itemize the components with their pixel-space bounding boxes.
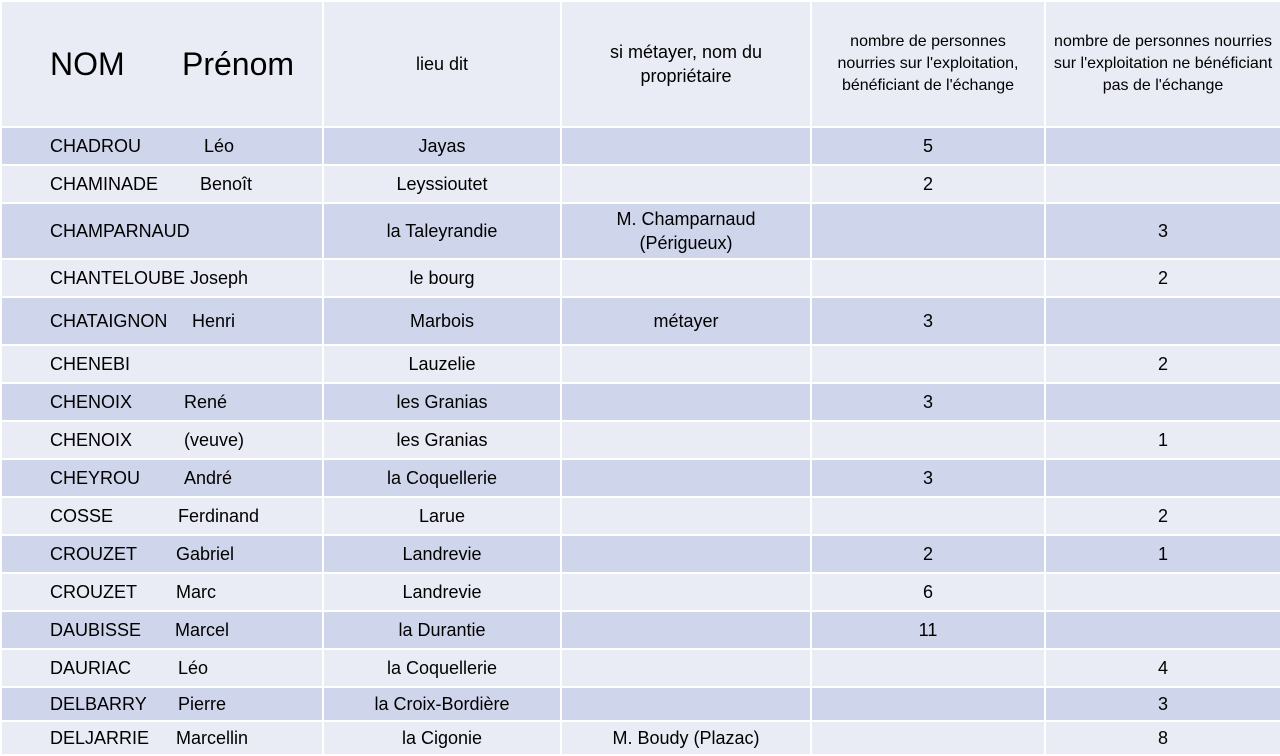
cell-lieu-dit: Jayas xyxy=(323,127,561,165)
cell-nom: CHADROU xyxy=(50,136,142,156)
cell-name xyxy=(1,203,323,259)
cell-non-beneficiant xyxy=(1045,573,1280,611)
cell-proprietaire xyxy=(561,573,811,611)
cell-proprietaire xyxy=(561,127,811,165)
cell-prenom: Léo xyxy=(204,136,235,156)
table-row xyxy=(1,649,1280,687)
cell-prenom: Joseph xyxy=(190,268,249,288)
table-row xyxy=(1,203,1280,259)
table-row xyxy=(1,687,1280,721)
cell-lieu-dit: Landrevie xyxy=(323,535,561,573)
cell-lieu-dit: Larue xyxy=(323,497,561,535)
cell-proprietaire xyxy=(561,345,811,383)
cell-name xyxy=(1,259,323,297)
table-row xyxy=(1,421,1280,459)
cell-name xyxy=(1,535,323,573)
cell-proprietaire xyxy=(561,383,811,421)
table-row xyxy=(1,721,1280,755)
cell-name xyxy=(1,573,323,611)
cell-beneficiant: 6 xyxy=(811,573,1045,611)
cell-proprietaire: M. Boudy (Plazac) xyxy=(561,721,811,755)
cell-beneficiant xyxy=(811,649,1045,687)
cell-lieu-dit: Marbois xyxy=(323,297,561,345)
cell-non-beneficiant xyxy=(1045,383,1280,421)
cell-name xyxy=(1,721,323,755)
cell-name xyxy=(1,421,323,459)
table-row xyxy=(1,611,1280,649)
cell-non-beneficiant xyxy=(1045,165,1280,203)
cell-name xyxy=(1,459,323,497)
cell-non-beneficiant xyxy=(1045,297,1280,345)
cell-beneficiant: 5 xyxy=(811,127,1045,165)
cell-proprietaire xyxy=(561,535,811,573)
table-row xyxy=(1,259,1280,297)
cell-lieu-dit: la Taleyrandie xyxy=(323,203,561,259)
cell-beneficiant: 2 xyxy=(811,165,1045,203)
cell-nom: CHENEBI xyxy=(50,354,131,374)
cell-nom: DELBARRY xyxy=(50,694,147,714)
cell-nom: DAUBISSE xyxy=(50,620,142,640)
cell-proprietaire xyxy=(561,459,811,497)
cell-prenom: Léo xyxy=(178,658,209,678)
header-proprietaire: si métayer, nom du propriétaire xyxy=(561,1,811,127)
table-row xyxy=(1,165,1280,203)
cell-prenom: (veuve) xyxy=(184,430,245,450)
cell-prenom: Marcellin xyxy=(176,728,249,748)
cell-prenom: Henri xyxy=(192,311,236,331)
cell-nom: DELJARRIE xyxy=(50,728,150,748)
cell-beneficiant: 11 xyxy=(811,611,1045,649)
cell-lieu-dit: Leyssioutet xyxy=(323,165,561,203)
cell-proprietaire xyxy=(561,497,811,535)
table-row xyxy=(1,383,1280,421)
header-beneficiant: nombre de personnes nourries sur l'exploitation, bénéficiant de l'échange xyxy=(811,1,1045,127)
cell-prenom: Pierre xyxy=(178,694,227,714)
cell-lieu-dit: la Cigonie xyxy=(323,721,561,755)
cell-nom: CHENOIX xyxy=(50,392,133,412)
table-row xyxy=(1,297,1280,345)
cell-prenom: André xyxy=(184,468,233,488)
table-row xyxy=(1,573,1280,611)
table-row xyxy=(1,127,1280,165)
cell-prenom: Benoît xyxy=(200,174,253,194)
cell-lieu-dit: les Granias xyxy=(323,421,561,459)
cell-lieu-dit: la Coquellerie xyxy=(323,649,561,687)
cell-nom: COSSE xyxy=(50,506,114,526)
cell-lieu-dit: Landrevie xyxy=(323,573,561,611)
cell-lieu-dit: la Durantie xyxy=(323,611,561,649)
cell-nom: CHAMINADE xyxy=(50,174,159,194)
cell-beneficiant xyxy=(811,203,1045,259)
cell-non-beneficiant: 4 xyxy=(1045,649,1280,687)
table-row xyxy=(1,459,1280,497)
cell-name xyxy=(1,687,323,721)
cell-proprietaire xyxy=(561,421,811,459)
table-header-row xyxy=(1,1,1280,127)
cell-proprietaire xyxy=(561,611,811,649)
cell-name xyxy=(1,165,323,203)
cell-non-beneficiant xyxy=(1045,127,1280,165)
cell-beneficiant: 3 xyxy=(811,297,1045,345)
cell-name xyxy=(1,383,323,421)
header-lieu-dit: lieu dit xyxy=(323,1,561,127)
cell-non-beneficiant: 8 xyxy=(1045,721,1280,755)
cell-beneficiant xyxy=(811,721,1045,755)
cell-non-beneficiant: 1 xyxy=(1045,421,1280,459)
cell-name xyxy=(1,127,323,165)
header-nom: NOM xyxy=(50,46,125,82)
cell-nom: CHAMPARNAUD xyxy=(50,221,190,241)
cell-nom: CHENOIX xyxy=(50,430,133,450)
cell-prenom: Marc xyxy=(176,582,216,602)
header-non-beneficiant: nombre de personnes nourries sur l'exploitation ne bénéficiant pas de l'échange xyxy=(1045,1,1280,127)
header-prenom: Prénom xyxy=(182,46,295,82)
cell-name xyxy=(1,497,323,535)
cell-lieu-dit: la Coquellerie xyxy=(323,459,561,497)
cell-name xyxy=(1,345,323,383)
cell-name xyxy=(1,649,323,687)
cell-lieu-dit: Lauzelie xyxy=(323,345,561,383)
table-row xyxy=(1,345,1280,383)
cell-proprietaire xyxy=(561,165,811,203)
cell-prenom: René xyxy=(184,392,228,412)
cell-lieu-dit: les Granias xyxy=(323,383,561,421)
cell-name xyxy=(1,297,323,345)
cell-beneficiant xyxy=(811,421,1045,459)
table-row xyxy=(1,535,1280,573)
cell-non-beneficiant: 2 xyxy=(1045,345,1280,383)
cell-nom: CHATAIGNON xyxy=(50,311,168,331)
cell-prenom: Ferdinand xyxy=(178,506,260,526)
table-row xyxy=(1,497,1280,535)
header-name-cell xyxy=(1,1,323,127)
cell-beneficiant xyxy=(811,687,1045,721)
cell-non-beneficiant: 2 xyxy=(1045,259,1280,297)
cell-proprietaire: métayer xyxy=(561,297,811,345)
cell-proprietaire xyxy=(561,259,811,297)
cell-non-beneficiant xyxy=(1045,611,1280,649)
cell-name xyxy=(1,611,323,649)
cell-non-beneficiant: 1 xyxy=(1045,535,1280,573)
cell-non-beneficiant xyxy=(1045,459,1280,497)
cell-lieu-dit: le bourg xyxy=(323,259,561,297)
cell-beneficiant: 3 xyxy=(811,383,1045,421)
cell-nom: CROUZET xyxy=(50,582,137,602)
cell-prenom: Gabriel xyxy=(176,544,235,564)
cell-nom: CHEYROU xyxy=(50,468,141,488)
cell-lieu-dit: la Croix-Bordière xyxy=(323,687,561,721)
cell-non-beneficiant: 2 xyxy=(1045,497,1280,535)
cell-prenom: Marcel xyxy=(175,620,230,640)
cell-nom: CHANTELOUBE xyxy=(50,268,186,288)
cell-non-beneficiant: 3 xyxy=(1045,687,1280,721)
cell-beneficiant xyxy=(811,259,1045,297)
cell-nom: CROUZET xyxy=(50,544,137,564)
cell-beneficiant xyxy=(811,497,1045,535)
cell-beneficiant xyxy=(811,345,1045,383)
cell-beneficiant: 3 xyxy=(811,459,1045,497)
cell-non-beneficiant: 3 xyxy=(1045,203,1280,259)
cell-proprietaire: M. Champarnaud (Périgueux) xyxy=(561,203,811,259)
cell-beneficiant: 2 xyxy=(811,535,1045,573)
cell-nom: DAURIAC xyxy=(50,658,132,678)
cell-proprietaire xyxy=(561,649,811,687)
cell-proprietaire xyxy=(561,687,811,721)
